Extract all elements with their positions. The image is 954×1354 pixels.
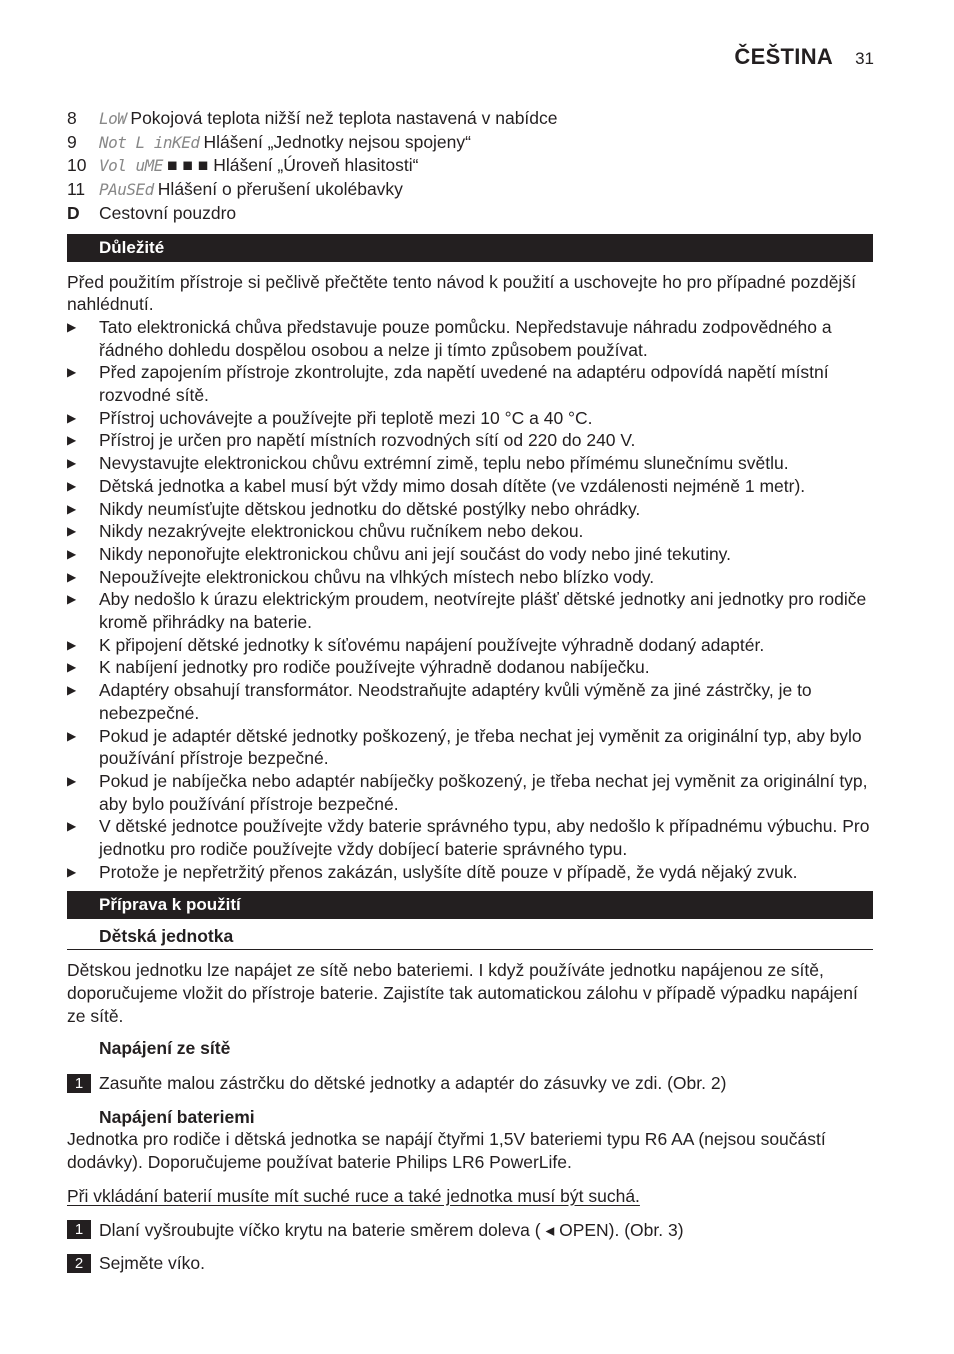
warning-text: Nikdy nezakrývejte elektronickou chůvu ručníkem nebo dekou.: [99, 521, 584, 542]
warning-text: Tato elektronická chůva představuje pouze pomůcku. Nepředstavuje náhradu zodpovědného a řádného dohledu dospělou osobou a nelze ji tímto způsobem používat.: [99, 316, 832, 360]
warning-text: K nabíjení jednotky pro rodiče používejte výhradně dodanou nabíječku.: [99, 657, 650, 678]
step-number: 2: [67, 1254, 91, 1273]
warning-text: Přístroj je určen pro napětí místních rozvodných sítí od 220 do 240 V.: [99, 430, 636, 451]
page-header: [734, 46, 874, 71]
bullet-arrow-icon: ▶: [67, 501, 77, 516]
warning-text: Pokud je nabíječka nebo adaptér nabíječky poškozený, je třeba nechat jej vyměnit za originální typ, aby bylo používání přístroje bezpečné.: [99, 770, 868, 814]
bullet-arrow-icon: ▶: [67, 319, 77, 334]
warning-text: Protože je nepřetržitý přenos zakázán, uslyšíte dítě pouze v případě, že vydá nějaký zvuk.: [99, 861, 798, 882]
warning-text: Aby nedošlo k úrazu elektrickým proudem, neotvírejte plášť dětské jednotky ani jednotky pro rodiče kromě přihrádky na baterie.: [99, 589, 867, 633]
legend-number: 10: [67, 155, 87, 176]
warning-text: Dětská jednotka a kabel musí být vždy mimo dosah dítěte (ve vzdálenosti nejméně 1 metr).: [99, 475, 806, 496]
section-bar-important: Důležité: [67, 234, 873, 262]
warning-item: [67, 770, 873, 815]
step-item: [67, 1252, 873, 1275]
warning-item: [67, 566, 873, 589]
warning-item: [67, 407, 873, 430]
step-number: 1: [67, 1074, 91, 1093]
legend-item: [67, 131, 873, 155]
legend-number: 8: [67, 108, 77, 128]
lcd-symbol: LoW: [99, 109, 127, 128]
legend-text: Cestovní pouzdro: [99, 202, 237, 223]
bullet-arrow-icon: ▶: [67, 546, 77, 561]
bullet-arrow-icon: ▶: [67, 773, 77, 788]
legend-item: [67, 154, 873, 178]
warning-text: Adaptéry obsahují transformátor. Neodstraňujte adaptéry kvůli výměně za jiné zástrčky, je to nebezpečné.: [99, 680, 812, 723]
warning-item: [67, 861, 873, 884]
important-intro: Před použitím přístroje si pečlivě přečtěte tento návod k použití a uschovejte ho pro případné pozdější nahlédnutí.: [67, 271, 856, 315]
warning-text: Nikdy neumísťujte dětskou jednotku do dětské postýlky nebo ohrádky.: [99, 498, 641, 519]
batteries-heading: Napájení bateriemi: [99, 1106, 255, 1127]
step-text: Dlaní vyšroubujte víčko krytu na baterie směrem doleva ( ◂ OPEN). (Obr. 3): [99, 1219, 684, 1240]
legend-text: Hlášení „Jednotky nejsou spojeny“: [203, 131, 471, 152]
legend-list: [67, 107, 873, 225]
bullet-arrow-icon: ▶: [67, 569, 77, 584]
warning-text: Pokud je adaptér dětské jednotky poškozený, je třeba nechat jej vyměnit za originální typ, aby bylo používání přístroje bezpečné.: [99, 725, 862, 769]
bullet-arrow-icon: ▶: [67, 864, 77, 879]
bullet-arrow-icon: ▶: [67, 728, 77, 743]
bullet-arrow-icon: ▶: [67, 478, 77, 493]
subsection-title: Dětská jednotka: [67, 925, 873, 951]
step-text: Sejměte víko.: [99, 1253, 206, 1274]
warning-item: [67, 815, 873, 860]
legend-item: [67, 107, 873, 131]
bullet-arrow-icon: ▶: [67, 592, 77, 607]
step-item: [67, 1072, 873, 1095]
bullet-arrow-icon: ▶: [67, 365, 77, 380]
legend-item: [67, 202, 873, 225]
warning-item: [67, 452, 873, 475]
warning-item: [67, 634, 873, 657]
lcd-symbol: Vol uME: [99, 156, 163, 176]
warning-item: [67, 543, 873, 566]
step-text: Zasuňte malou zástrčku do dětské jednotky a adaptér do zásuvky ve zdi. (Obr. 2): [99, 1073, 727, 1094]
preparation-intro: Dětskou jednotku lze napájet ze sítě nebo bateriemi. I když používáte jednotku napájenou ze sítě, doporučujeme vložit do přístroje baterie. Zajistíte tak automatickou zálohu v případě výpadku napájení ze sítě.: [67, 960, 858, 1026]
batteries-text: Jednotka pro rodiče i dětská jednotka se napájí čtyřmi 1,5V bateriemi typu R6 AA (nejsou součástí dodávky). Doporučujeme používat baterie Philips LR6 PowerLife.: [67, 1129, 826, 1173]
warning-item: [67, 316, 873, 361]
mains-heading: Napájení ze sítě: [99, 1038, 231, 1059]
section-bar-preparation: Příprava k použití: [67, 891, 873, 919]
warning-list: [67, 316, 873, 884]
warning-text: Před zapojením přístroje zkontrolujte, zda napětí uvedené na adaptéru odpovídá napětí místní rozvodné sítě.: [99, 362, 829, 406]
bullet-arrow-icon: ▶: [67, 637, 77, 652]
legend-number: D: [67, 202, 80, 223]
bullet-arrow-icon: ▶: [67, 456, 77, 471]
legend-item: [67, 178, 873, 202]
page-content: [67, 107, 873, 1275]
warning-item: [67, 429, 873, 452]
step-item: [67, 1219, 873, 1242]
warning-item: [67, 475, 873, 498]
language-title: ČEŠTINA: [734, 44, 834, 69]
legend-number: 11: [67, 179, 86, 200]
bullet-arrow-icon: ▶: [67, 683, 77, 698]
lcd-symbol: Not L inKEd: [99, 132, 200, 152]
bullet-arrow-icon: ▶: [67, 410, 77, 425]
page-number: 31: [855, 49, 874, 68]
step-number: 1: [67, 1220, 91, 1239]
warning-item: [67, 361, 873, 406]
bullet-arrow-icon: ▶: [67, 819, 77, 834]
warning-item: [67, 498, 873, 521]
legend-number: 9: [67, 131, 77, 152]
warning-text: Nevystavujte elektronickou chůvu extrémní zimě, teplu nebo přímému slunečnímu světlu.: [99, 453, 789, 474]
warning-item: [67, 588, 873, 633]
warning-item: [67, 679, 873, 724]
warning-text: Nepoužívejte elektronickou chůvu na vlhkých místech nebo blízko vody.: [99, 566, 655, 587]
warning-item: [67, 725, 873, 770]
warning-text: Nikdy neponořujte elektronickou chůvu ani její součást do vody nebo jiné tekutiny.: [99, 543, 731, 564]
warning-text: V dětské jednotce používejte vždy baterie správného typu, aby nedošlo k případnému výbuchu. Pro jednotku pro rodiče používejte vždy dobíjecí baterie správného typu.: [99, 816, 870, 860]
warning-text: Přístroj uchovávejte a používejte při teplotě mezi 10 °C a 40 °C.: [99, 407, 593, 428]
legend-text: Hlášení o přerušení ukolébavky: [157, 179, 403, 200]
bullet-arrow-icon: ▶: [67, 524, 77, 539]
legend-text: ■ ■ ■ Hlášení „Úroveň hlasitosti“: [166, 155, 419, 176]
lcd-symbol: PAuSEd: [99, 180, 154, 200]
batteries-note: Při vkládání baterií musíte mít suché ruce a také jednotka musí být suchá.: [67, 1185, 640, 1206]
warning-item: [67, 520, 873, 543]
bullet-arrow-icon: ▶: [67, 660, 77, 675]
bullet-arrow-icon: ▶: [67, 433, 77, 448]
legend-text: Pokojová teplota nižší než teplota nastavená v nabídce: [130, 108, 558, 128]
warning-item: [67, 656, 873, 679]
warning-text: K připojení dětské jednotky k síťovému napájení používejte výhradně dodaný adaptér.: [99, 634, 765, 655]
